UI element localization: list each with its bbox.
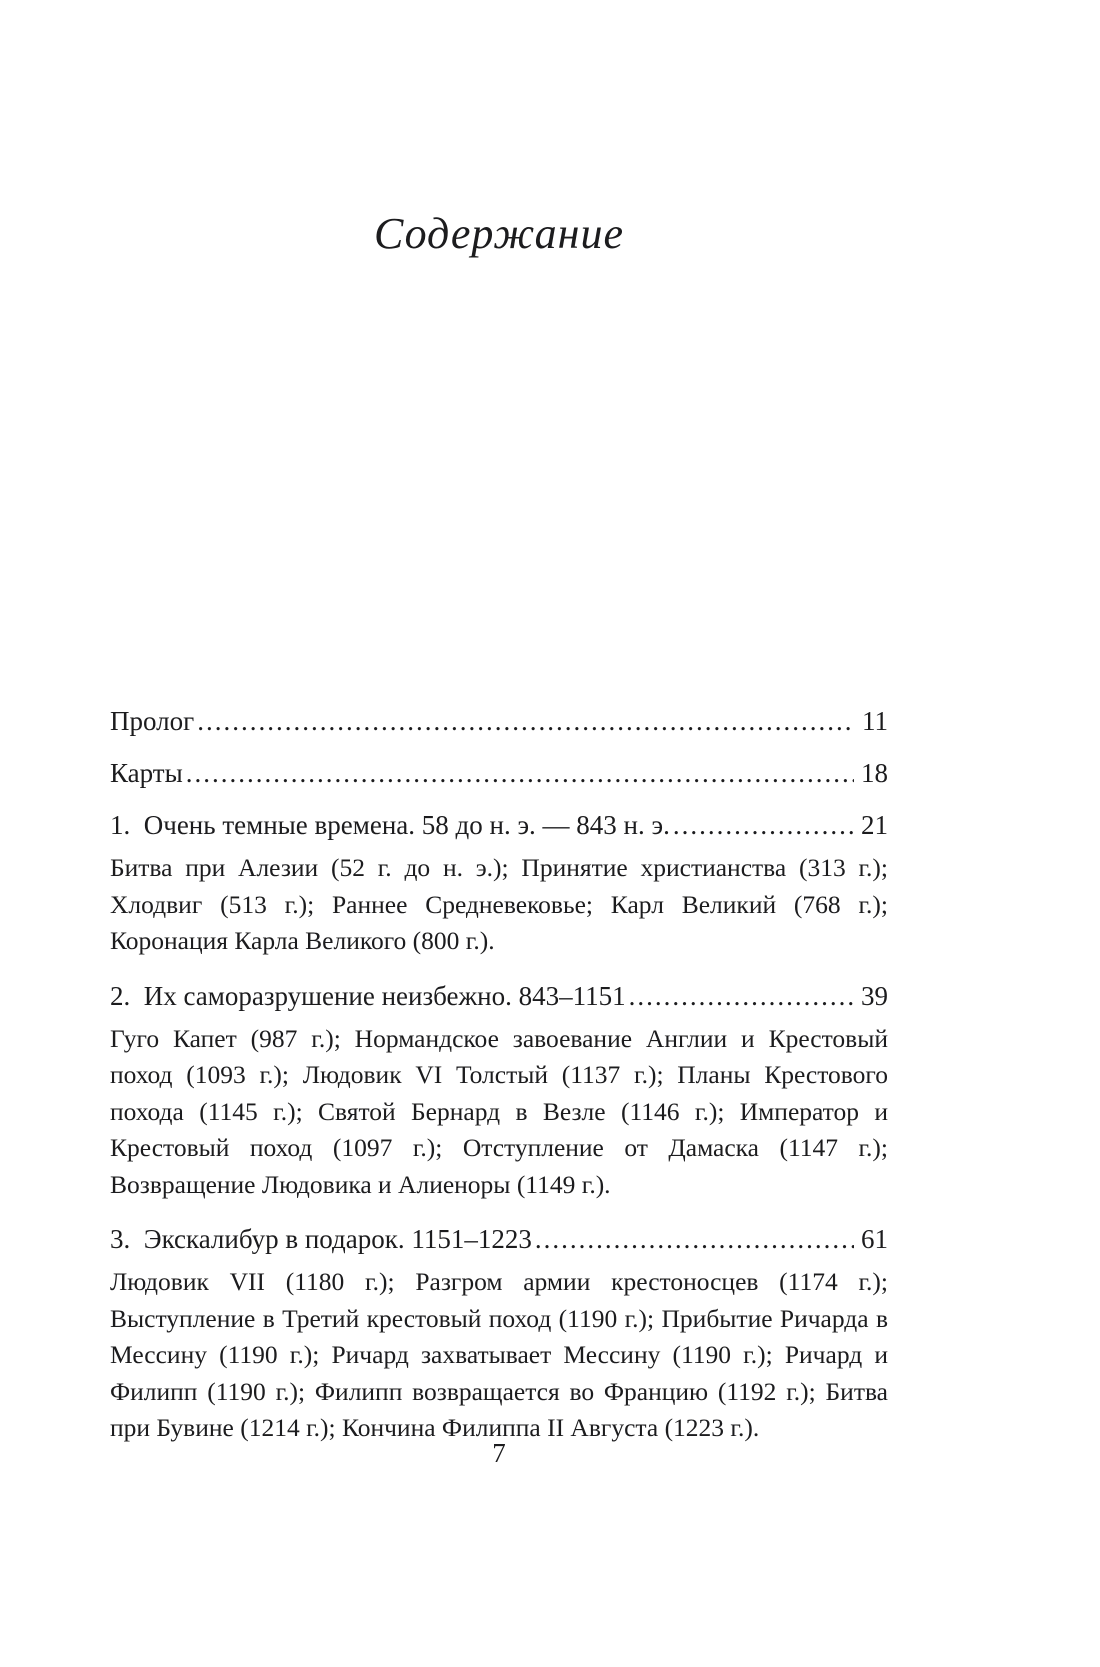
page-title: Содержание	[373, 209, 624, 258]
toc-entry-label: 3. Экскалибур в подарок. 1151–1223	[110, 1224, 532, 1254]
dot-leader	[629, 981, 854, 1012]
toc-entry-label: 2. Их саморазрушение неизбежно. 843–1151	[110, 980, 626, 1011]
toc-entry-maps	[110, 758, 888, 789]
folio-page-number: 7	[492, 1438, 506, 1468]
dot-leader	[186, 758, 854, 789]
toc-page-number: 61	[861, 1224, 888, 1254]
toc-entry-description: Людовик VII (1180 г.); Разгром армии крестоносцев (1174 г.); Выступление в Третий крестовый поход (1190 г.); Прибытие Ричарда в Мессину (1190 г.); Ричард захватывает Мессину (1190 г.); Ричард и Филипп (1190 г.); Филипп возвращается во Францию (1192 г.); Битва при Бувине (1214 г.); Кончина Филиппа II Августа (1223 г.).	[110, 1267, 888, 1442]
toc-entry-label: Пролог	[110, 706, 195, 736]
toc-entry-label: 1. Очень темные времена. 58 до н. э. — 843 н. э.	[110, 810, 670, 840]
toc-line	[110, 1224, 888, 1255]
toc-line	[110, 706, 888, 737]
toc-page-number: 11	[862, 706, 888, 736]
toc-page-number: 39	[861, 980, 888, 1011]
toc-entry-chapter-2	[110, 981, 888, 1204]
toc-entry-prolog	[110, 706, 888, 737]
toc-entry-label: Карты	[110, 758, 183, 788]
dot-leader	[197, 706, 854, 737]
toc-entry-chapter-1	[110, 810, 888, 960]
dot-leader	[535, 1224, 854, 1255]
dot-leader	[673, 810, 854, 841]
toc-page-number: 18	[861, 758, 888, 788]
table-of-contents	[110, 706, 888, 1468]
toc-entry-description: Битва при Алезии (52 г. до н. э.); Принятие христианства (313 г.); Хлодвиг (513 г.); Раннее Средневековье; Карл Великий (768 г.); Коронация Карла Великого (800 г.).	[110, 853, 888, 955]
toc-entry-chapter-3	[110, 1224, 888, 1447]
toc-line	[110, 810, 888, 841]
toc-line	[110, 758, 888, 789]
toc-entry-description: Гуго Капет (987 г.); Нормандское завоевание Англии и Крестовый поход (1093 г.); Людовик VI Толстый (1137 г.); Планы Крестового похода (1145 г.); Святой Бернард в Везле (1146 г.); Император и Крестовый поход (1097 г.); Отступление от Дамаска (1147 г.); Возвращение Людовика и Алиеноры (1149 г.).	[110, 1023, 888, 1199]
toc-page-number: 21	[861, 810, 888, 840]
toc-line	[110, 981, 888, 1012]
